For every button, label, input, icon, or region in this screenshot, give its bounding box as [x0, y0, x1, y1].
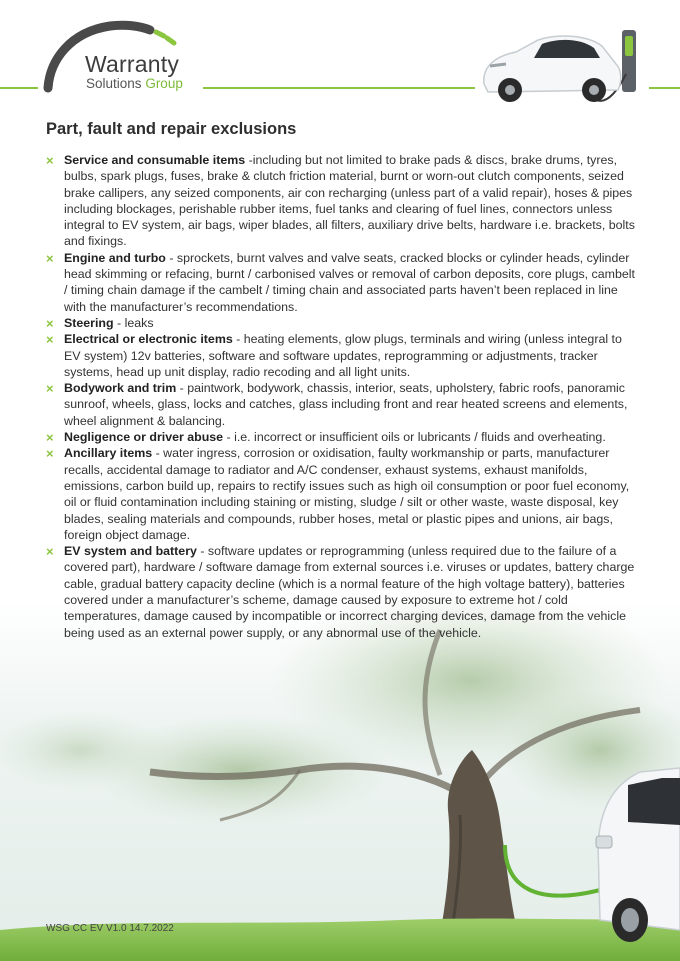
list-item [46, 152, 636, 250]
tree-scenery-illustration [0, 600, 680, 961]
list-item [46, 543, 636, 641]
list-item [46, 380, 636, 429]
item-text: - software updates or reprogramming (unless required due to the failure of a covered part), hardware / software damage from external sources i.e. viruses or updates, battery charge cable, gradual battery capacity decline (which is a normal feature of the high voltage battery), batteries covered under a manufacturer’s scheme, damage caused by exposure to extreme hot / cold temperatures, damage caused by incompatible or incorrect charging devices, damage from the vehicle being used as an external power supply, or any abnormal use of the vehicle. [64, 544, 635, 640]
x-mark-icon: × [46, 446, 54, 462]
logo-subtitle-green: Group [145, 76, 183, 91]
item-heading: Engine and turbo [64, 250, 166, 265]
x-mark-icon: × [46, 430, 54, 446]
item-text: -including but not limited to brake pads & discs, brake drums, tyres, bulbs, spark plugs, fuses, brake & clutch friction material, burnt or worn-out clutch components, seized brake callipers, any seized components, air con recharging (unless part of a valid repair), hoses & pipes including blockages, perishable rubber items, fuel tanks and clearing of fuel lines, connectors unless integral to EV system, air bags, wiper blades, all filters, auxiliary drive belts, hardware i.e. brackets, bolts and fixings. [64, 153, 635, 249]
list-item [46, 429, 636, 445]
electric-car-charging-image [476, 24, 648, 112]
x-mark-icon: × [46, 153, 54, 168]
exclusions-list [46, 152, 636, 641]
item-text: - water ingress, corrosion or oxidisation, faulty workmanship or parts, manufacturer recalls, accidental damage to radiator and A/C condenser, exhaust systems, exhaust manifolds, emissions, carbon build up, repairs to rectify issues such as high oil consumption or poor fuel economy, oil or fluid contamination including staining or misting, sludge / silt or other waste, waste disposal, key blades, sealing materials and compounds, rubber hoses, metal or plastic pipes and unions, air bags, foreign object damage. [64, 446, 630, 542]
item-heading: Bodywork and trim [64, 381, 177, 396]
item-heading: Steering [64, 315, 114, 330]
x-mark-icon: × [46, 250, 54, 266]
company-logo [40, 20, 210, 95]
header-rule [0, 87, 38, 89]
header-rule [649, 87, 680, 89]
x-mark-icon: × [46, 544, 54, 560]
page-title: Part, fault and repair exclusions [46, 120, 297, 138]
item-text: - heating elements, glow plugs, terminals and wiring (unless integral to EV system) 12v batteries, software and software updates, reprogramming or adjustments, tracker systems, head up unit display, radio recoding and all light units. [64, 332, 622, 379]
document-version-footer: WSG CC EV V1.0 14.7.2022 [46, 923, 174, 934]
item-text: - paintwork, bodywork, chassis, interior, seats, upholstery, fabric roofs, panoramic sunroof, wheels, glass, locks and catches, glass including front and rear heated screens and elements, wheel alignment & balancing. [64, 381, 628, 428]
item-text: - leaks [113, 315, 154, 330]
x-mark-icon: × [46, 381, 54, 397]
list-item [46, 331, 636, 380]
item-heading: Electrical or electronic items [64, 332, 233, 347]
logo-subtitle [86, 76, 183, 91]
list-item [46, 315, 636, 331]
item-heading: Negligence or driver abuse [64, 430, 224, 445]
logo-wordmark: Warranty [85, 51, 180, 77]
x-mark-icon: × [46, 332, 54, 348]
item-heading: Service and consumable items [64, 153, 246, 167]
list-item [46, 445, 636, 543]
list-item [46, 250, 636, 315]
item-heading: EV system and battery [64, 544, 197, 559]
item-text: - sprockets, burnt valves and valve seats, cracked blocks or cylinder heads, cylinder head skimming or refacing, burnt / carbonised valves or removal of carbon deposits, core plugs, cambelt / timing chain damage if the cambelt / timing chain and associated parts haven’t been replaced in line with the manufacturer’s recommendations. [64, 250, 635, 314]
header-rule [203, 87, 475, 89]
logo-subtitle-plain: Solutions [86, 76, 142, 91]
item-heading: Ancillary items [64, 446, 153, 461]
item-text: - i.e. incorrect or insufficient oils or lubricants / fluids and overheating. [223, 430, 606, 445]
x-mark-icon: × [46, 315, 54, 331]
